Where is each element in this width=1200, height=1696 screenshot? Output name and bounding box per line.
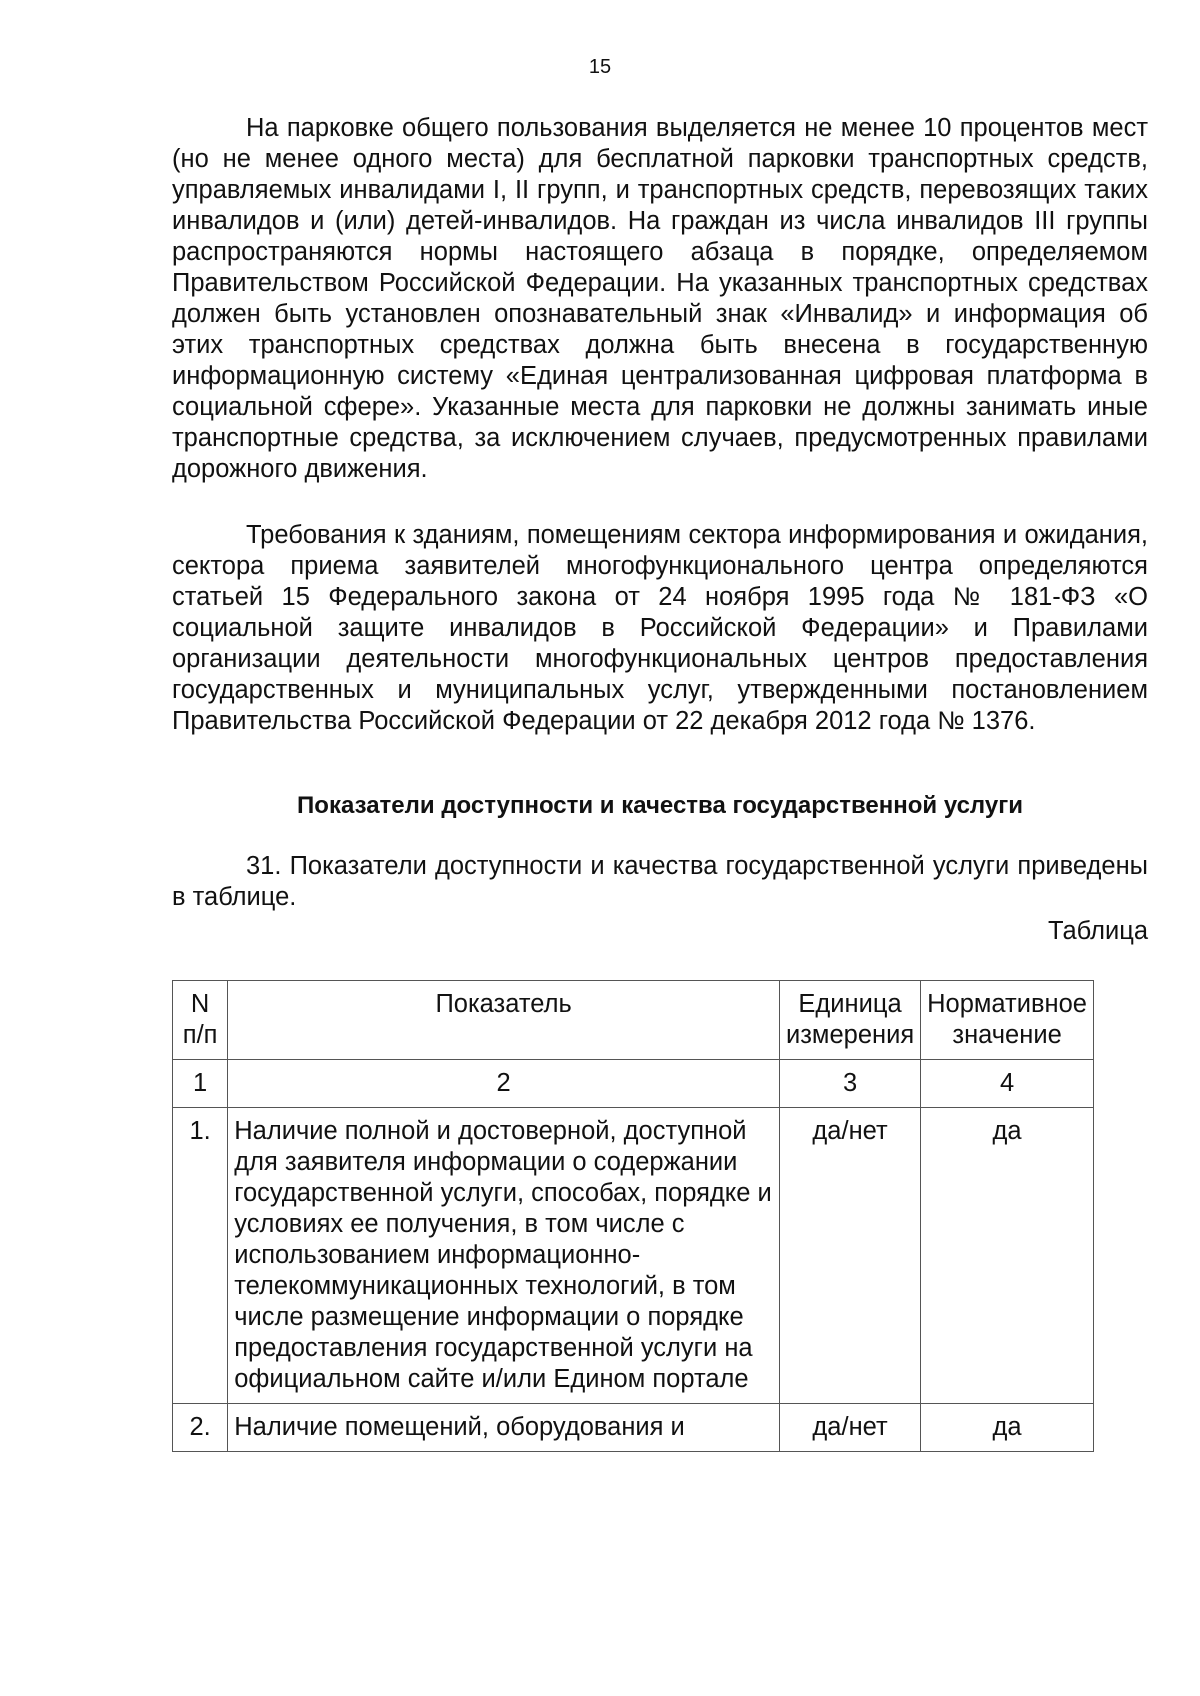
- clause-text: 31. Показатели доступности и качества государственной услуги приведены в таблице.: [172, 852, 1148, 911]
- index-cell: 2: [228, 1060, 780, 1108]
- clause-31: [172, 851, 1148, 913]
- table-label: Таблица: [1048, 917, 1148, 945]
- indicators-table: [172, 980, 1094, 1452]
- paragraph-parking: [172, 113, 1148, 485]
- row-unit: да/нет: [779, 1108, 920, 1404]
- paragraph-building-requirements: [172, 520, 1148, 737]
- column-index-row: [173, 1060, 1094, 1108]
- index-cell: 1: [173, 1060, 228, 1108]
- header-number: N п/п: [173, 981, 228, 1060]
- header-indicator: Показатель: [228, 981, 780, 1060]
- table-row: [173, 1404, 1094, 1452]
- header-unit: Единица измерения: [779, 981, 920, 1060]
- index-cell: 3: [779, 1060, 920, 1108]
- row-indicator: Наличие полной и достоверной, доступной для заявителя информации о содержании государственной услуги, способах, порядке и условиях ее получения, в том числе с использованием информационно-телекоммуникационных технологий, в том числе размещение информации о порядке предоставления государственной услуги на официальном сайте и/или Едином портале: [228, 1108, 780, 1404]
- index-cell: 4: [921, 1060, 1094, 1108]
- row-indicator: Наличие помещений, оборудования и: [228, 1404, 780, 1452]
- row-norm: да: [921, 1404, 1094, 1452]
- row-unit: да/нет: [779, 1404, 920, 1452]
- paragraph-text: На парковке общего пользования выделяется не менее 10 процентов мест (но не менее одного места) для бесплатной парковки транспортных средств, управляемых инвалидами I, II групп, и транспортных средств, перевозящих таких инвалидов и (или) детей-инвалидов. На граждан из числа инвалидов III группы распространяются нормы настоящего абзаца в порядке, определяемом Правительством Российской Федерации. На указанных транспортных средствах должен быть установлен опознавательный знак «Инвалид» и информация об этих транспортных средствах должна быть внесена в государственную информационную систему «Единая централизованная цифровая платформа в социальной сфере». Указанные места для парковки не должны занимать иные транспортные средства, за исключением случаев, предусмотренных правилами дорожного движения.: [172, 114, 1148, 483]
- table-row: [173, 1108, 1094, 1404]
- row-number: 2.: [173, 1404, 228, 1452]
- paragraph-text: Требования к зданиям, помещениям сектора информирования и ожидания, сектора приема заявителей многофункционального центра определяются статьей 15 Федерального закона от 24 ноября 1995 года № 181-ФЗ «О социальной защите инвалидов в Российской Федерации» и Правилами организации деятельности многофункциональных центров предоставления государственных и муниципальных услуг, утвержденными постановлением Правительства Российской Федерации от 22 декабря 2012 года № 1376.: [172, 521, 1148, 735]
- row-norm: да: [921, 1108, 1094, 1404]
- section-title: Показатели доступности и качества государственной услуги: [297, 792, 1023, 819]
- row-number: 1.: [173, 1108, 228, 1404]
- header-norm: Нормативное значение: [921, 981, 1094, 1060]
- page-number: 15: [588, 56, 612, 78]
- table-header-row: [173, 981, 1094, 1060]
